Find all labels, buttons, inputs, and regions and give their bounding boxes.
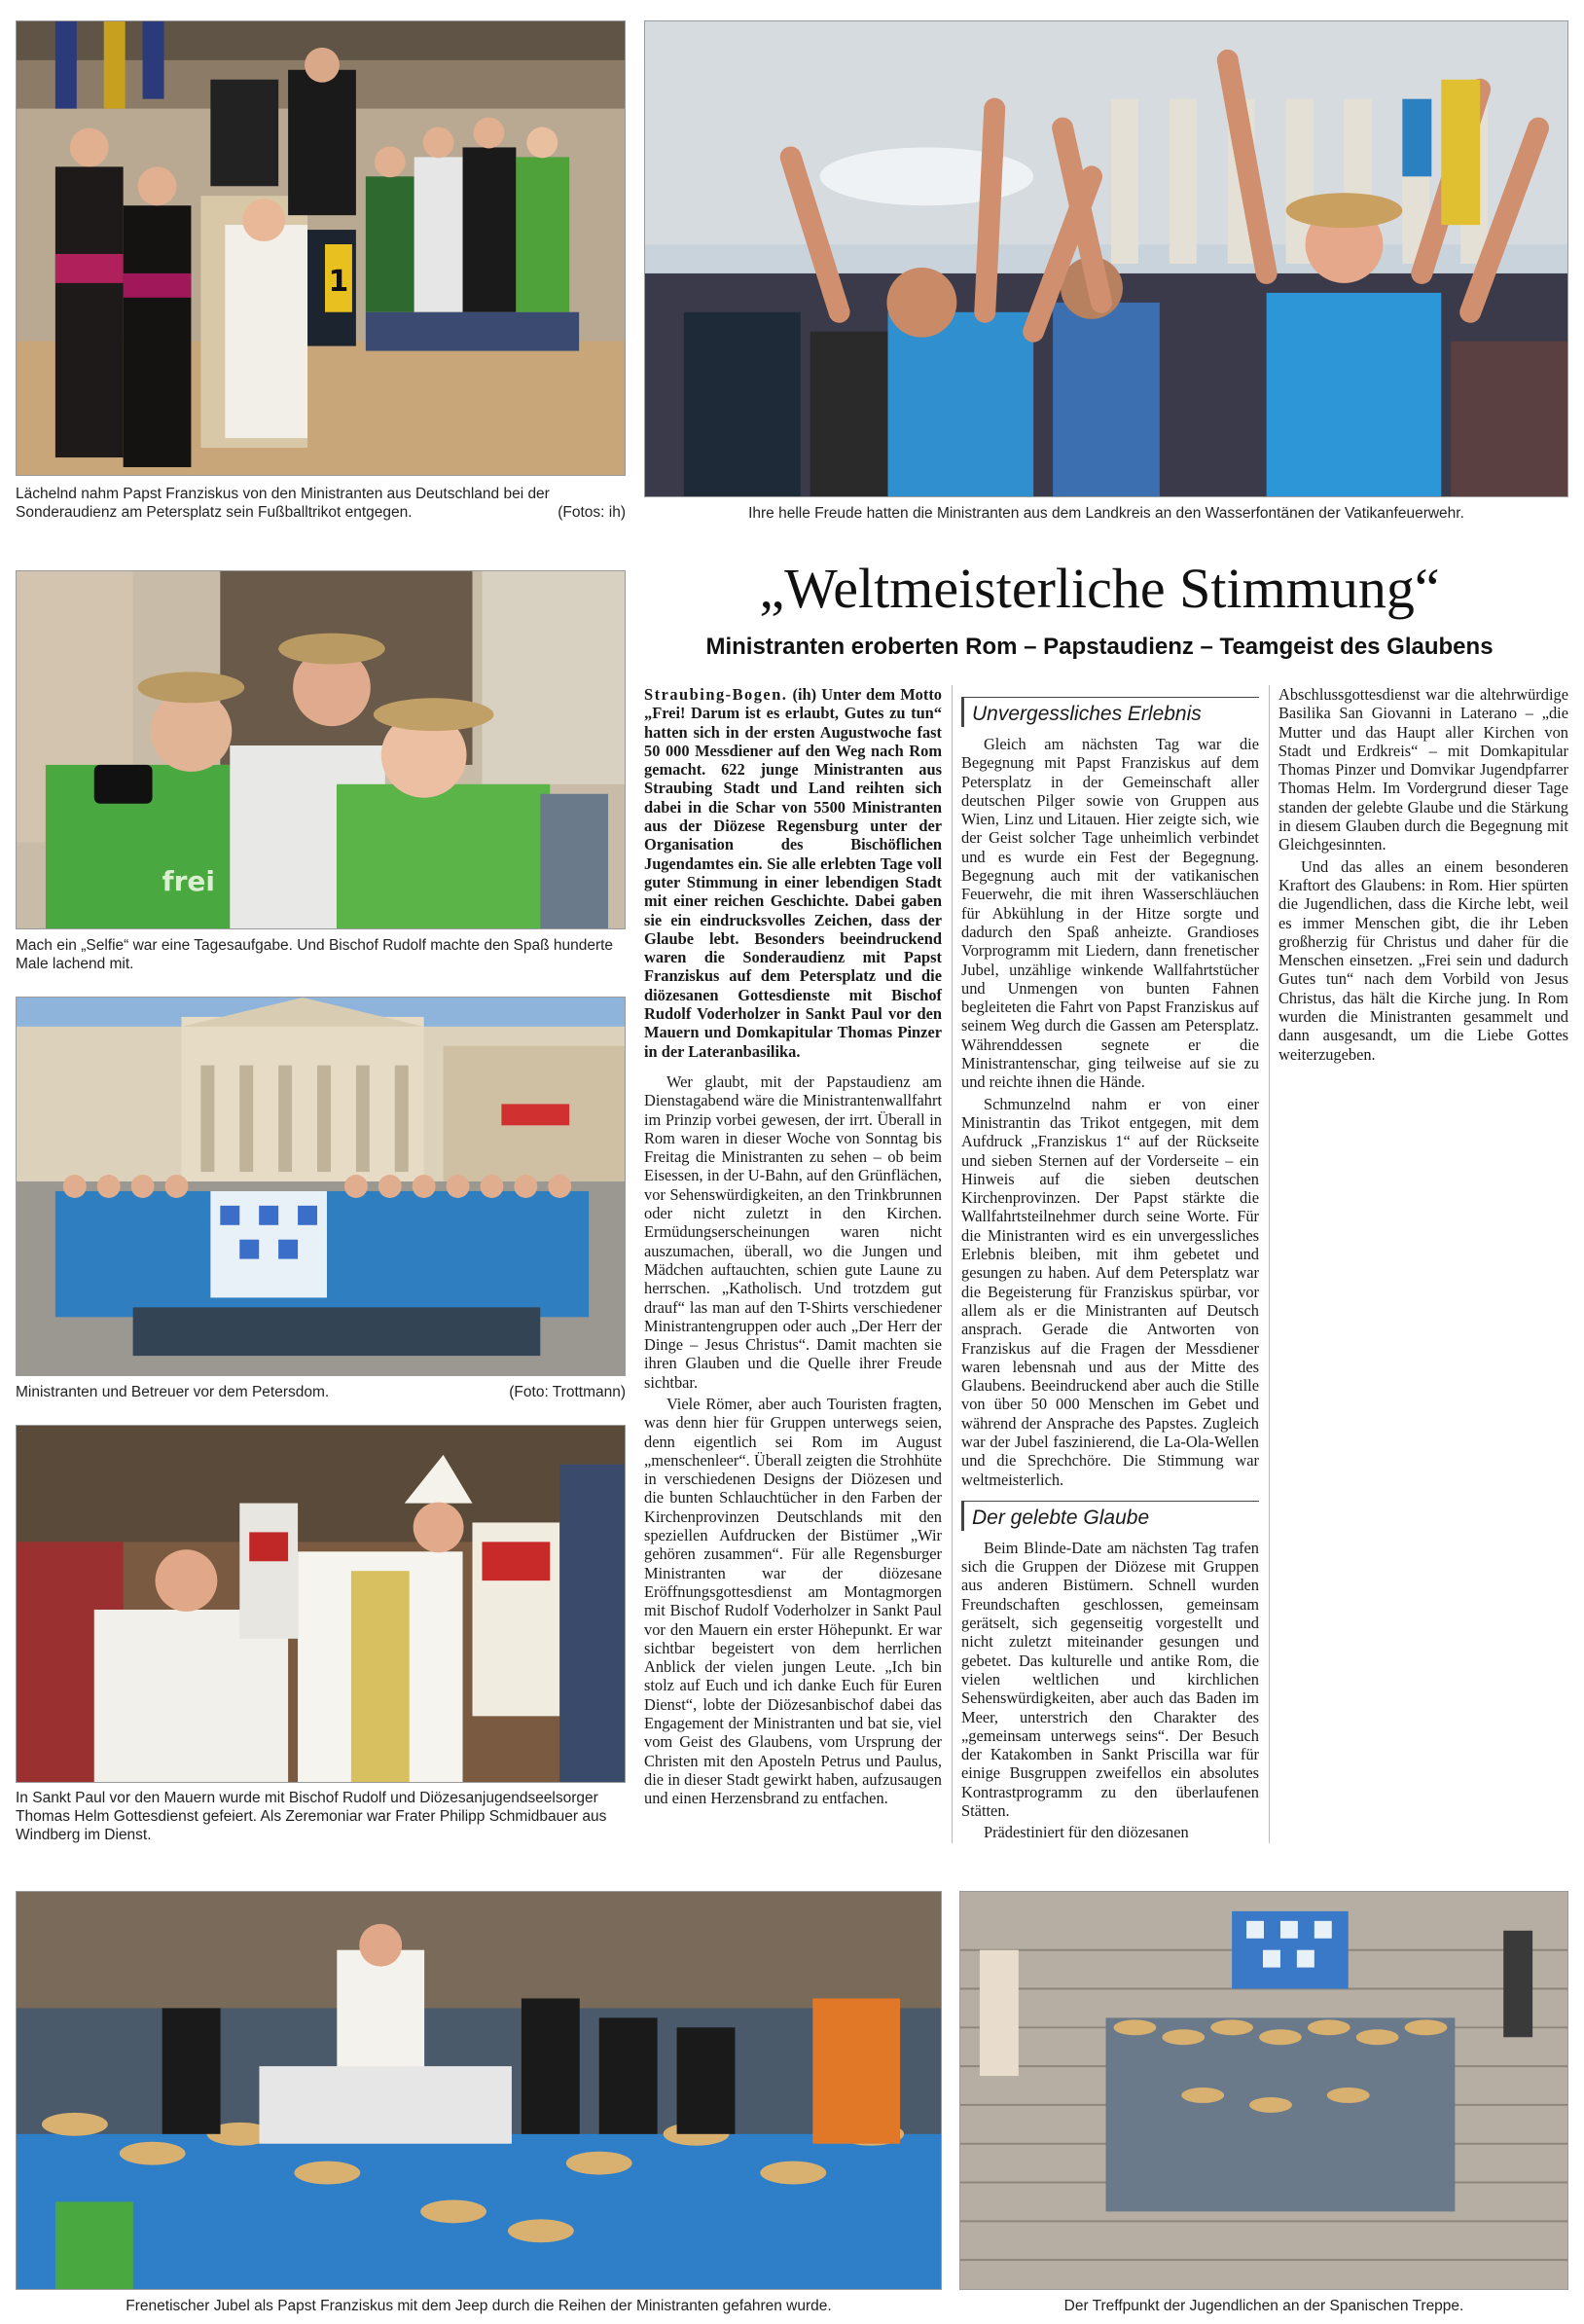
photo-pope-jersey	[16, 20, 626, 476]
headline: „Weltmeisterliche Stimmung“	[759, 557, 1440, 620]
caption-text: Ihre helle Freude hatten die Ministranten aus dem Landkreis an den Wasserfontänen der Vatikanfeuerwehr.	[748, 505, 1464, 522]
paragraph: Beim Blinde-Date am nächsten Tag trafen sich die Gruppen der Diözese mit Gruppen aus anderen Bistümern. Schnell wurden Freundschaften geschlossen, gemeinsam gerätselt, sich gegenseitig vorgestellt und nicht zuletzt miteinander gesungen und gebetet. Das kulturelle und antike Rom, die vielen weltlichen und kirchlichen Sehenswürdigkeiten, aber auch das Baden im Meer, unterstrich den Charakter des „gemeinsam unterwegs seins“. Der Besuch der Katakomben in Sankt Priscilla war für einige Busgruppen zweifellos ein absolutes Kontrastprogramm zu den überlaufenen Stätten.	[961, 1538, 1259, 1821]
section-heading: Der gelebte Glaube	[961, 1501, 1259, 1531]
article-column-1	[644, 685, 942, 1808]
paragraph: Schmunzelnd nahm er von einer Ministrantin das Trikot entgegen, mit dem Aufdruck „Franziskus 1“ auf der Rückseite und sieben Sternen auf der Vorderseite – ein Hinweis auf die sieben deutschen Kirchenprovinzen. Der Papst stärkte die Wallfahrtsteilnehmer durch seine Worte. Für die Ministranten wird es ein unvergessliches Erlebnis bleiben, mit ihm gebetet und gesungen zu haben. Auf dem Petersplatz war die Begeisterung für Franziskus spürbar, vor allem als er die Ministranten auf Deutsch ansprach. Gerade die Antworten von Franziskus auf die Fragen der Messdiener waren lebensnah und aus der Mitte des Glaubens. Beeindruckend aber auch die Stille von über 50 000 Menschen im Gebet und während der Ansprache des Papstes. Zugleich war der Jubel faszinierend, die La-Ola-Wellen und die Sprechchöre. Die Stimmung war weltmeisterlich.	[961, 1094, 1259, 1489]
photo-credit: (Foto: Trottmann)	[509, 1384, 626, 1400]
caption-mass-sankt-paul	[16, 1789, 626, 1844]
photo-mass-sankt-paul	[16, 1425, 626, 1783]
photo-water-fountains	[644, 20, 1568, 497]
photo-credit: (Fotos: ih)	[558, 504, 626, 521]
jersey-number: 1	[328, 264, 349, 299]
caption-text: In Sankt Paul vor den Mauern wurde mit Bischof Rudolf und Diözesanjugendseelsorger Thomas Helm Gottesdienst gefeiert. Als Zeremoniar war Frater Philipp Schmidbauer aus Windberg im Dienst.	[16, 1790, 607, 1843]
caption-text: Mach ein „Selfie“ war eine Tagesaufgabe. Und Bischof Rudolf machte den Spaß hunderte Male lachend mit.	[16, 937, 614, 972]
paragraph: Und das alles an einem besonderen Kraftort des Glaubens: in Rom. Hier spürten die Jugendlichen, dass die Kirche lebt, weil es immer Menschen gibt, die ihr Leben großherzig für Christus und daher für die Menschen einsetzen. „Frei sein und dadurch Gutes tun“ nach dem Vorbild von Jesus Christus, das hält die Kirche jung. In Rom wurden die Ministranten gesammelt und dann ausgesandt, um die Liebe Gottes weiterzugeben.	[1278, 856, 1568, 1064]
caption-water-fountains	[644, 504, 1568, 523]
photo-spanish-steps	[959, 1891, 1568, 2290]
paragraph: Viele Römer, aber auch Touristen fragten, was denn hier für Gruppen unterwegs seien, denn eigentlich sei Rom im August „menschenleer“. Überall zeigten die Strohhüte in verschiedenen Designs der Diözesen und die bunten Schlauchtücher in den Farben der Kirchenprovinzen Deutschlands mit den speziellen Aufdrucken der Bistümer „Wir gehören zusammen“. Für alle Regensburger Ministranten war der diözesane Eröffnungsgottesdienst am Montagmorgen mit Bischof Rudolf Voderholzer in Sankt Paul vor den Mauern ein erster Höhepunkt. Er war sichtbar begeistert von dem herrlichen Anblick der vielen jungen Leute. „Ich bin stolz auf Euch und ich danke Euch für Euren Dienst“, lobte der Diözesanbischof dabei das Engagement der Ministranten und bat sie, viel vom Geist des Glaubens, vom Ursprung der Christen mit den Aposteln Petrus und Paulus, die in dieser Stadt gewirkt haben, aufzusaugen und einen Herzensbrand zu entfachen.	[644, 1394, 942, 1808]
dateline: Straubing-Bogen.	[644, 685, 788, 704]
caption-spanish-steps	[959, 2297, 1568, 2315]
caption-group-petersdom	[16, 1383, 626, 1401]
paragraph-continued: Abschlussgottesdienst war die altehrwürdige Basilika San Giovanni in Laterano – „die Mutter und das Haupt aller Kirchen von Stadt und Erdkreis“ – mit Domkapitular Thomas Pinzer und Domvikar Jugendpfarrer Thomas Helm. Im Vordergrund dieser Tage standen der gelebte Glaube und die Stärkung in diesem Glauben durch die Begegnung mit Gleichgesinnten.	[1278, 685, 1568, 854]
column-rule	[952, 685, 953, 1843]
photo-group-petersdom	[16, 997, 626, 1376]
paragraph: Wer glaubt, mit der Papstaudienz am Dienstagabend wäre die Ministrantenwallfahrt im Prinzip vorbei gewesen, der irrt. Überall in Rom waren in dieser Woche von Sonntag bis Freitag die Ministranten zu sehen – ob beim Eisessen, in der U-Bahn, auf den Grünflächen, vor Sehenswürdigkeiten, an den Trinkbrunnen oder nicht zuletzt in den Kirchen. Ermüdungserscheinungen waren nicht auszumachen, überall, wo die Jungen und Mädchen auftauchten, schien gute Laune zu herrschen. „Katholisch. Und trotzdem gut drauf“ las man auf den T-Shirts verschiedener Ministrantengruppen oder auch „Der Herr der Dinge – Jesus Christus“. Damit machten sie ihren Glauben und die Quelle ihrer Freude sichtbar.	[644, 1071, 942, 1392]
paragraph: Gleich am nächsten Tag war die Begegnung mit Papst Franziskus auf dem Petersplatz in der Gemeinschaft aller deutschen Pilger sowie von Gruppen aus Wien, Linz und Litauen. Hier zeigte sich, wie der Geist solcher Tage unheimlich verbindet und es wurde ein Fest der Begegnung. Begegnung auch mit der vatikanischen Feuerwehr, die mit ihren Wasserschläuchen für Abkühlung in der Hitze sorgte und dadurch den Spaß anheizte. Grandioses Vorprogramm mit Liedern, dann frenetischer Jubel, unzählige winkende Wallfahrtstücher und Unmengen von bunten Fahnen begleiteten die Fahrt von Papst Franziskus auf seinem Weg durch die Gassen am Petersplatz. Währenddessen segnete er die Ministrantenschar, ging teilweise auf sie zu und reichte ihnen die Hände.	[961, 735, 1259, 1092]
section-heading: Unvergessliches Erlebnis	[961, 697, 1259, 727]
article-column-3	[1278, 685, 1568, 1064]
caption-text: Lächelnd nahm Papst Franziskus von den Ministranten aus Deutschland bei der Sonderaudienz am Petersplatz sein Fußballtrikot entgegen.	[16, 486, 550, 521]
shirt-text: frei	[162, 865, 215, 898]
caption-pope-jersey	[16, 485, 626, 522]
photo-selfie	[16, 570, 626, 929]
paragraph: Prädestiniert für den diözesanen	[983, 1823, 1189, 1842]
photo-pope-jeep	[16, 1891, 942, 2290]
lead-paragraph: (ih) Unter dem Motto „Frei! Darum ist es erlaubt, Gutes zu tun“ hatten sich in der ersten Augustwoche fast 50 000 Messdiener auf den Weg nach Rom gemacht. 622 junge Ministranten aus Straubing Stadt und Land reihten sich dabei in die Schar von 5500 Ministranten aus der Diözese Regensburg unter der Organisation des Bischöflichen Jugendamtes ein. Sie alle erlebten Tage voll guter Stimmung in einer lebendigen Stadt mit einer reichen Geschichte. Dabei gaben sie ein eindrucksvolles Zeichen, dass der Glaube lebt. Besonders beeindruckend waren die Sonderaudienz mit Papst Franziskus auf dem Petersplatz und die diözesanen Gottesdienste mit Bischof Rudolf Voderholzer in Sankt Paul vor den Mauern und Domkapitular Thomas Pinzer in der Lateranbasilika.	[644, 685, 942, 1061]
column-rule	[1269, 685, 1270, 1843]
caption-pope-jeep	[16, 2297, 942, 2315]
article-column-2	[961, 685, 1259, 1842]
caption-text: Ministranten und Betreuer vor dem Petersdom.	[16, 1384, 330, 1400]
caption-selfie	[16, 936, 626, 973]
caption-text: Der Treffpunkt der Jugendlichen an der Spanischen Treppe.	[1063, 2298, 1464, 2314]
caption-text: Frenetischer Jubel als Papst Franziskus mit dem Jeep durch die Reihen der Ministranten gefahren wurde.	[126, 2298, 832, 2314]
subheadline: Ministranten eroberten Rom – Papstaudienz – Teamgeist des Glaubens	[705, 634, 1494, 660]
